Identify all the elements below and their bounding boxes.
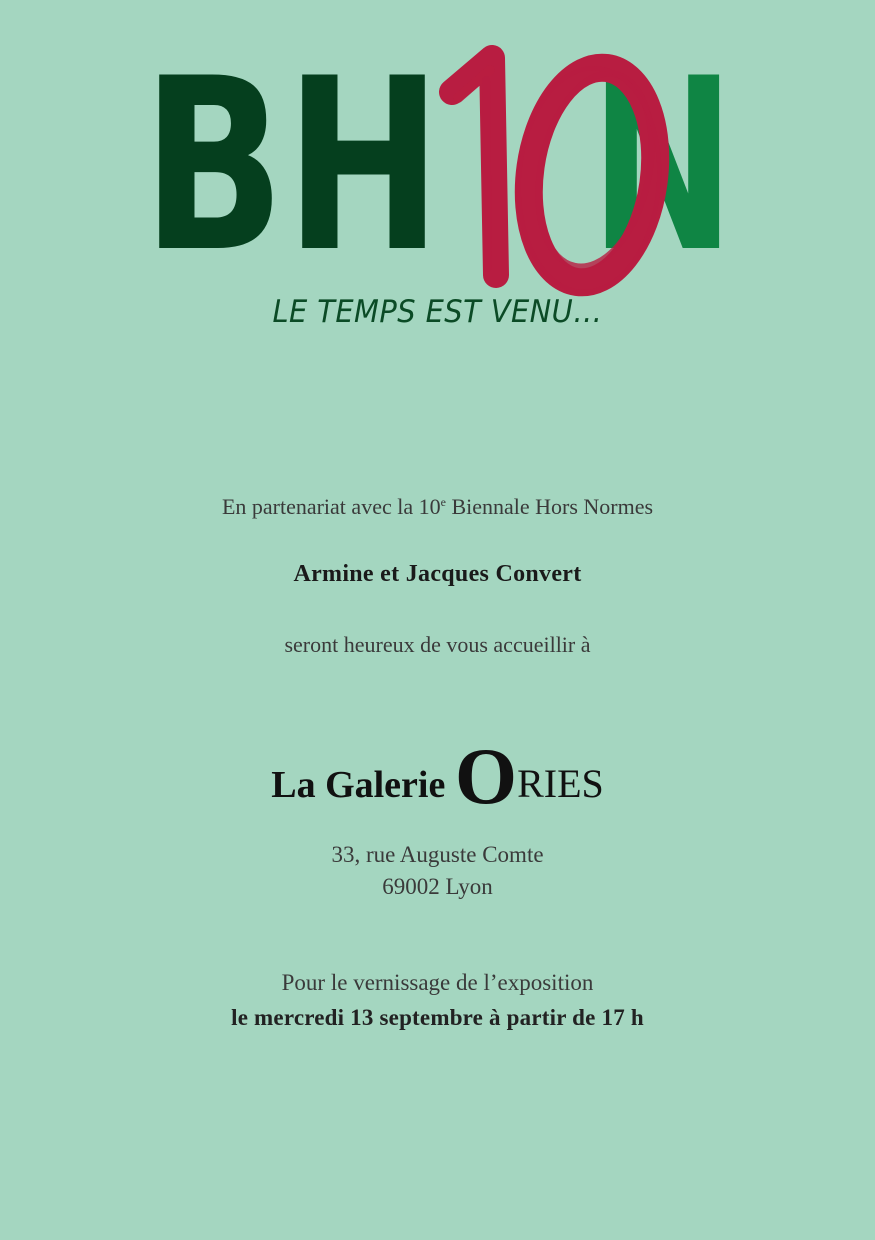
bhn10-logo	[140, 28, 740, 305]
partnership-ordinal: e	[440, 495, 446, 509]
logo-letter-n: N	[590, 28, 735, 305]
partnership-line	[0, 494, 875, 520]
partnership-prefix: En partenariat avec la 10	[221, 494, 441, 519]
partnership-suffix: Biennale Hors Normes	[445, 494, 654, 519]
logo-letters-bh: BH	[142, 28, 442, 305]
opening-text: Pour le vernissage de l’exposition	[281, 970, 594, 995]
gallery-initial: O	[454, 733, 518, 821]
address-street: 33, rue Auguste Comte	[331, 842, 544, 867]
gallery-rest: RIES	[517, 761, 604, 806]
tagline: LE TEMPS EST VENU…	[272, 294, 603, 330]
gallery-name	[0, 733, 875, 821]
event-date: le mercredi 13 septembre à partir de 17 h	[231, 1005, 644, 1030]
hosts-names: Armine et Jacques Convert	[293, 561, 582, 587]
gallery-prefix: La Galerie	[271, 764, 455, 806]
welcome-text: seront heureux de vous accueillir à	[284, 632, 591, 657]
address-city: 69002 Lyon	[382, 874, 493, 899]
